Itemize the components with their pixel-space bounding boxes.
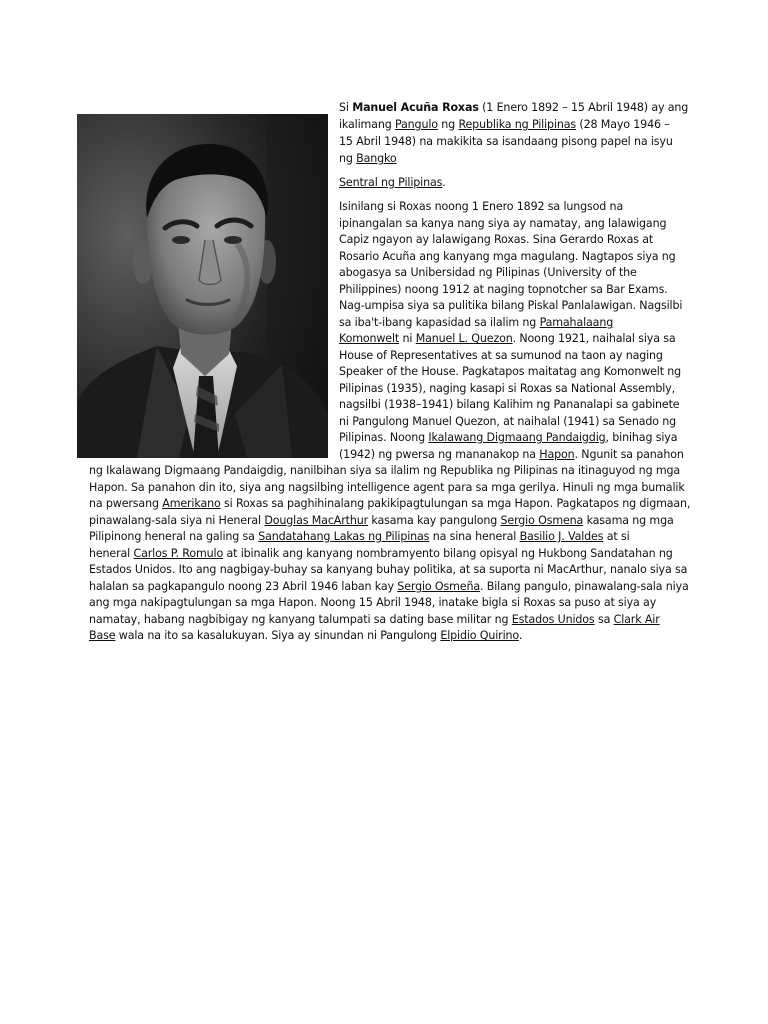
intro-line-3: 15 Abril 1948) na makikita sa isandaang pisong papel na isyu (339, 135, 673, 148)
link-bangko[interactable]: Bangko (356, 152, 397, 165)
body-line-26: namatay, habang nagbibigay ng kanyang talumpati sa dating base militar ng Estados Unidos sa Clark Air (89, 613, 660, 626)
link-ikalawang-digmaang-pandaigdig[interactable]: Ikalawang Digmaang Pandaigdig (428, 431, 606, 444)
link-carlos-romulo[interactable]: Carlos P. Romulo (133, 547, 224, 560)
link-pangulo[interactable]: Pangulo (394, 118, 438, 131)
link-clark-air-base-2[interactable]: Base (89, 629, 116, 642)
body-line-12: Pilipinas (1935), naging kasapi si Roxas sa National Assembly, (339, 382, 675, 395)
link-pamahalaang[interactable]: Pamahalaang (539, 316, 614, 329)
link-elpidio-quirino[interactable]: Elpidio Quirino (440, 629, 519, 642)
link-hapon[interactable]: Hapon (539, 448, 575, 461)
link-basilio-valdes[interactable]: Basilio J. Valdes (519, 530, 604, 543)
body-line-5: abogasya sa Unibersidad ng Pilipinas (University of the (339, 266, 637, 279)
body-line-11: Speaker of the House. Pagkatapos maitatag ang Komonwelt ng (339, 365, 682, 378)
body-line-3: Capiz ngayon ay lalawigang Roxas. Sina Gerardo Roxas at (339, 233, 654, 246)
body-line-16: (1942) ng pwersa ng mananakop na Hapon. Ngunit sa panahon (339, 448, 684, 461)
body-line-18: Hapon. Sa panahon din ito, siya ang nagsilbing intelligence agent para sa mga gerilya. Hinuli ng mga bumalik (89, 481, 685, 494)
link-estados-unidos[interactable]: Estados Unidos (511, 613, 595, 626)
body-line-24: halalan sa pagkapangulo noong 23 Abril 1946 laban kay Sergio Osmeña. Bilang pangulo, pinawalang-sala niya (89, 580, 689, 593)
subject-name: Manuel Acuña Roxas (352, 101, 479, 114)
body-line-4: Rosario Acuña ang kanyang mga magulang. Nagtapos siya ng (339, 250, 676, 263)
body-line-21: Pilipinong heneral na galing sa Sandatahang Lakas ng Pilipinas na sina heneral Basilio J. Valdes at si (89, 530, 630, 543)
body-line-19: na pwersang Amerikano si Roxas sa paghihinalang pakikipagtulungan sa mga Hapon. Pagkatapos ng digmaan, (89, 497, 691, 510)
link-manuel-quezon[interactable]: Manuel L. Quezon (415, 332, 513, 345)
link-komonwelt[interactable]: Komonwelt (339, 332, 400, 345)
body-line-9: Komonwelt ni Manuel L. Quezon. Noong 1921, naihalal siya sa (339, 332, 676, 345)
intro-line-1: Si Manuel Acuña Roxas (1 Enero 1892 – 15 Abril 1948) ay ang (339, 101, 689, 114)
body-line-8: sa iba't-ibang kapasidad sa ilalim ng Pamahalaang (339, 316, 614, 329)
body-line-20: pinawalang-sala siya ni Heneral Douglas MacArthur kasama kay pangulong Sergio Osmena kasama ng mga (89, 514, 674, 527)
body-line-7: Nag-umpisa siya sa pulitika bilang Piskal Panlalawigan. Nagsilbi (339, 299, 683, 312)
body-line-1: Isinilang si Roxas noong 1 Enero 1892 sa lungsod na (339, 200, 624, 213)
portrait-photo (77, 114, 328, 458)
sentral-line: Sentral ng Pilipinas. (339, 176, 446, 189)
link-sandatahang-lakas[interactable]: Sandatahang Lakas ng Pilipinas (258, 530, 430, 543)
link-republika-ng-pilipinas[interactable]: Republika ng Pilipinas (458, 118, 577, 131)
body-line-2: ipinangalan sa kanya nang siya ay namatay, ang lalawigang (339, 217, 667, 230)
intro-line-4: ng Bangko (339, 152, 397, 165)
body-line-23: Estados Unidos. Ito ang nagbigay-buhay sa kanyang buhay politika, at sa suporta ni MacArthur, nanalo siya sa (89, 563, 688, 576)
body-line-14: ni Pangulong Manuel Quezon, at naihalal (1941) sa Senado ng (339, 415, 677, 428)
link-clark-air-base[interactable]: Clark Air (613, 613, 660, 626)
link-sentral-ng-pilipinas[interactable]: Sentral ng Pilipinas (339, 176, 443, 189)
body-line-25: ang mga nakipagtulungan sa mga Hapon. Noong 15 Abril 1948, inatake bigla si Roxas sa puso at siya ay (89, 596, 657, 609)
body-line-15: Pilipinas. Noong Ikalawang Digmaang Pandaigdig, binihag siya (339, 431, 678, 444)
link-sergio-osmena[interactable]: Sergio Osmena (500, 514, 584, 527)
intro-line-2: ikalimang Pangulo ng Republika ng Pilipinas (28 Mayo 1946 – (339, 118, 670, 131)
link-douglas-macarthur[interactable]: Douglas MacArthur (264, 514, 368, 527)
body-line-6: Philippines) noong 1912 at naging topnotcher sa Bar Exams. (339, 283, 668, 296)
link-sergio-osmena-2[interactable]: Sergio Osmeña (397, 580, 480, 593)
body-line-27: Base wala na ito sa kasalukuyan. Siya ay sinundan ni Pangulong Elpidio Quirino. (89, 629, 523, 642)
body-line-13: nagsilbi (1938–1941) bilang Kalihim ng Pananalapi sa gabinete (339, 398, 680, 411)
body-line-17: ng Ikalawang Digmaang Pandaigdig, nanilbihan siya sa ilalim ng Republika ng Pilipinas na itinaguyod ng mga (89, 464, 681, 477)
body-line-10: House of Representatives at sa sumunod na taon ay naging (339, 349, 663, 362)
body-line-22: heneral Carlos P. Romulo at ibinalik ang kanyang nombramyento bilang opisyal ng Hukbong Sandatahan ng (89, 547, 673, 560)
link-amerikano[interactable]: Amerikano (162, 497, 221, 510)
